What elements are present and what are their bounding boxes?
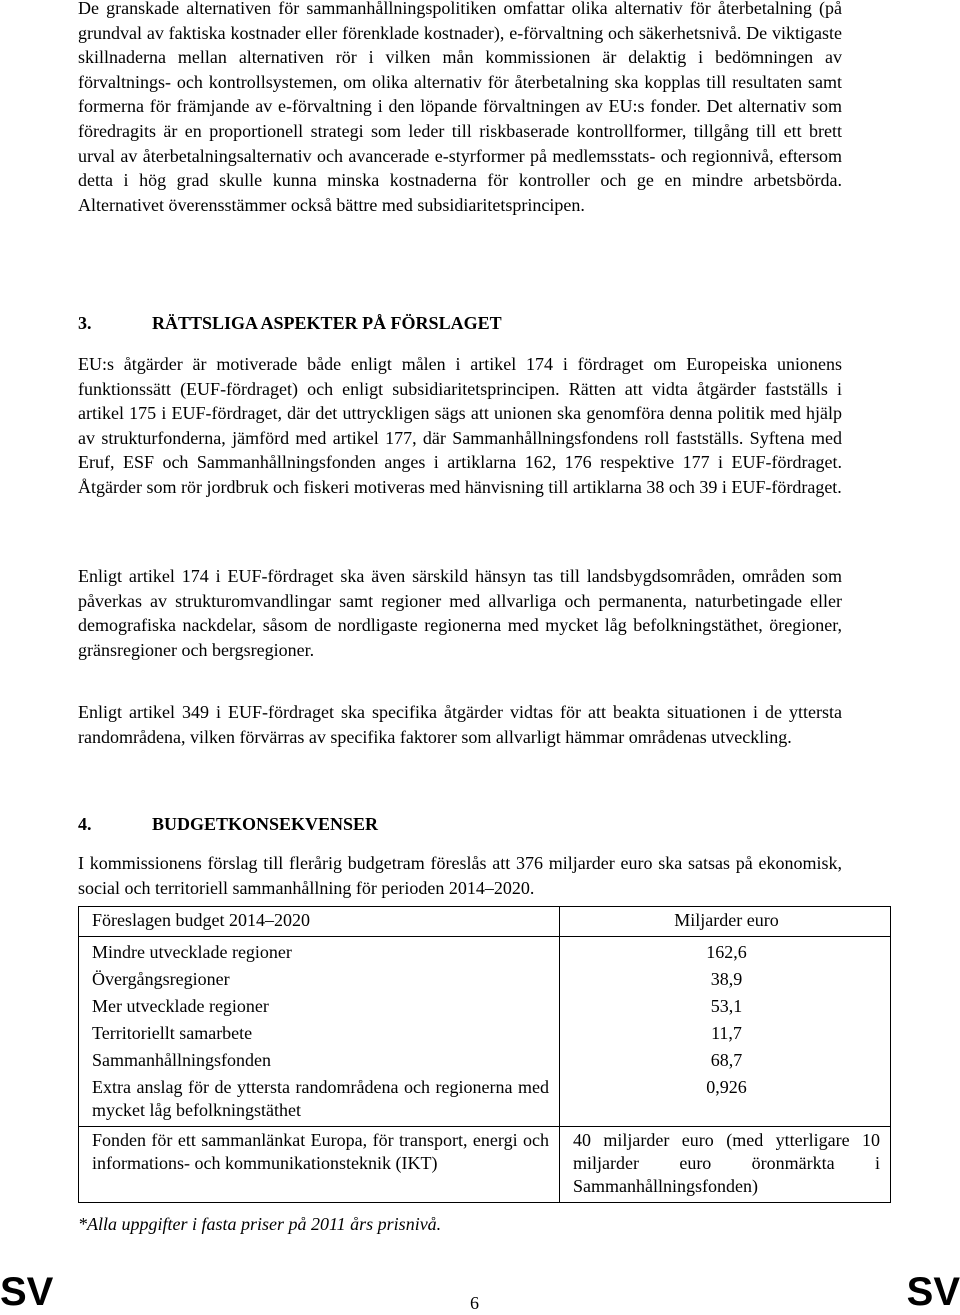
section-heading-legal — [78, 311, 502, 335]
section-number: 3. — [78, 313, 92, 333]
section-heading-budget — [78, 812, 378, 836]
table-row-value: 68,7 — [710, 1050, 743, 1070]
table-row-label: Övergångsregioner — [92, 969, 230, 989]
table-cell: Fonden för ett sammanlänkat Europa, för transport, energi och informations- och kommunikationsteknik (IKT) — [79, 1127, 560, 1203]
paragraph-budget: I kommissionens förslag till flerårig budgetram föreslås att 376 miljarder euro ska satsas på ekonomisk, social och territoriell sammanhållning för perioden 2014–2020. — [78, 853, 842, 898]
table-row-value: 38,9 — [710, 969, 743, 989]
table-labels-cell — [79, 937, 560, 1127]
table-cell: 40 miljarder euro (med ytterligare 10 miljarder euro öronmärkta i Sammanhållningsfonden) — [560, 1127, 891, 1203]
paragraph-legal-basis: EU:s åtgärder är motiverade både enligt målen i artikel 174 i fördraget om Europeiska unionens funktionssätt (EUF-fördraget) och enligt subsidiaritetsprincipen. Rätten att vidta åtgärder fastställs i artikel 175 i EUF-fördraget, där det uttryckligen sägs att unionen ska genomföra denna politik med hjälp av strukturfonderna, jämförd med artikel 177, där Sammanhållningsfondens roll fastställs. Syftena med Eruf, ESF och Sammanhållningsfonden anges i artiklarna 162, 176 respektive 177 i EUF-fördraget. Åtgärder som rör jordbruk och fiskeri motiveras med hänvisning till artiklarna 38 och 39 i EUF-fördraget. — [78, 354, 842, 497]
table-values-cell — [560, 937, 891, 1127]
budget-table — [78, 906, 891, 1203]
table-footnote: *Alla uppgifter i fasta priser på 2011 års prisnivå. — [78, 1214, 442, 1234]
section-title: RÄTTSLIGA ASPEKTER PÅ FÖRSLAGET — [152, 313, 502, 333]
table-row-value: 162,6 — [706, 942, 747, 962]
table-header-cell: Föreslagen budget 2014–2020 — [79, 907, 560, 937]
table-row-label: Territoriellt samarbete — [92, 1023, 253, 1043]
table-row-label: Sammanhållningsfonden — [92, 1050, 271, 1070]
table-header-cell: Miljarder euro — [560, 907, 891, 937]
page-number: 6 — [470, 1293, 479, 1313]
paragraph-options: De granskade alternativen för sammanhållningspolitiken omfattar olika alternativ för återbetalning (på grundval av faktiska kostnader eller förenklade kostnader), e-förvaltning och säkerhetsnivå. De viktigaste skillnaderna mellan alternativen rör i vilken mån kommissionen är delaktig i bedömningen av förvaltnings- och kontrollsystemen, om olika alternativ för återbetalning ska kopplas till resultaten samt formerna för främjande av e-förvaltning i den löpande förvaltningen av EU:s fonder. Det alternativ som föredragits är en proportionell strategi som leder till riskbaserade kontrollformer, tillgång till ett brett urval av återbetalningsalternativ och avancerade e-styrformer på medlemsstats- och regionnivå, eftersom detta i hög grad skulle kunna minska kostnaderna för kontroller och ge en mindre arbetsbörda. Alternativet överensstämmer också bättre med subsidiaritetsprincipen. — [78, 0, 842, 215]
table-row-value: 11,7 — [711, 1023, 742, 1043]
table-row-label: Mer utvecklade regioner — [92, 996, 269, 1016]
table-row-label: Mindre utvecklade regioner — [92, 942, 292, 962]
language-code-right: SV — [906, 1270, 960, 1314]
section-number: 4. — [78, 814, 92, 834]
table-header-row — [79, 907, 891, 937]
table-body-group — [79, 937, 891, 1127]
paragraph-article-174: Enligt artikel 174 i EUF-fördraget ska även särskild hänsyn tas till landsbygdsområden, områden som påverkas av strukturomvandlingar samt regioner med allvarliga och permanenta, naturbetingade eller demografiska nackdelar, såsom de nordligaste regionerna med mycket låg befolkningstäthet, öregioner, gränsregioner och bergsregioner. — [78, 566, 842, 660]
table-row-value: 53,1 — [710, 996, 743, 1016]
table-row-value: 0,926 — [706, 1077, 747, 1097]
table-row — [79, 1127, 891, 1203]
paragraph-article-349: Enligt artikel 349 i EUF-fördraget ska specifika åtgärder vidtas för att beakta situationen i de yttersta randområdena, vilken förvärras av specifika faktorer som allvarligt hämmar områdenas utveckling. — [78, 702, 842, 747]
language-code-left: SV — [0, 1270, 54, 1314]
table-row-label: Extra anslag för de yttersta randområdena och regionerna med mycket låg befolkningstäthet — [92, 1077, 549, 1120]
section-title: BUDGETKONSEKVENSER — [152, 814, 379, 834]
